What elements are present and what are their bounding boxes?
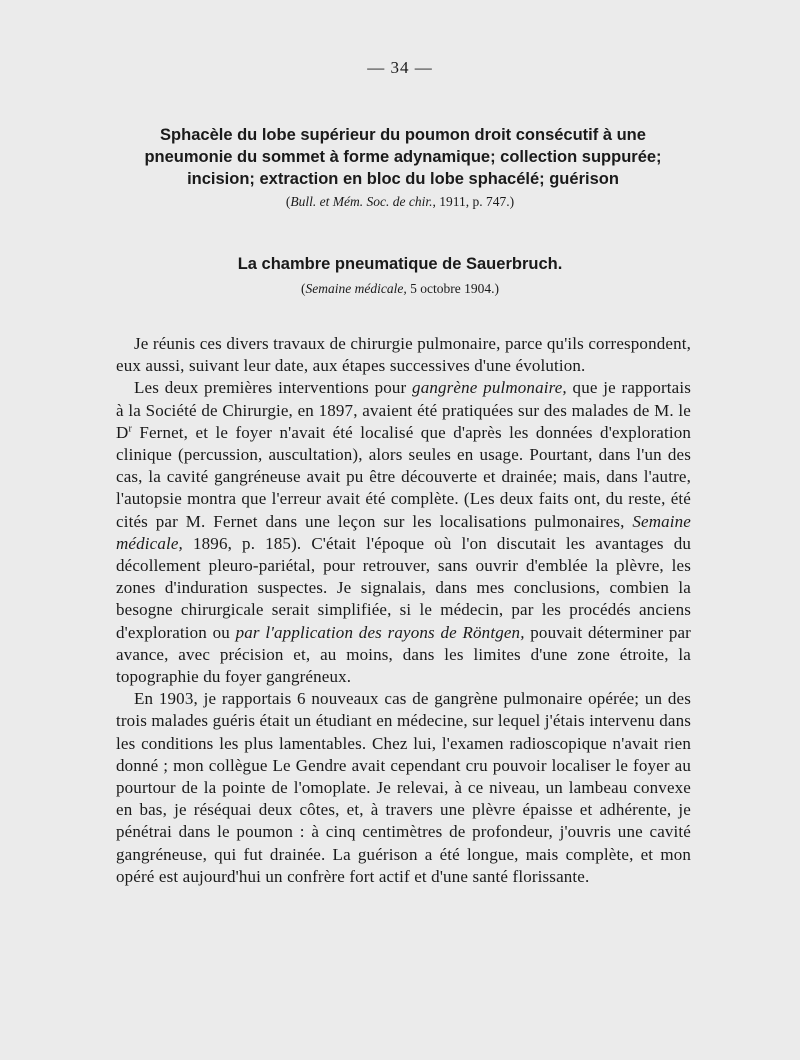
paragraph-2-italic: Semaine médicale, bbox=[116, 511, 691, 553]
paragraph-2-italic: par l'application des rayons de Röntgen, bbox=[235, 622, 525, 642]
paragraph-2-text: 1896, p. 185). C'était l'époque où l'on discutait les avantages du décollement pleuro-pariétal, pour retrouver, sans ouvrir d'emblée la plèvre, les zones d'induration suspectes. Je signalais, dans mes conclusions, combien la besogne chirurgicale serait simplifiée, si le médecin, par les procédés anciens d'exploration ou bbox=[116, 533, 691, 642]
section-title-sauerbruch: La chambre pneumatique de Sauerbruch. bbox=[237, 255, 563, 273]
body-text bbox=[116, 333, 691, 888]
citation-open-paren: ( bbox=[285, 194, 291, 209]
paragraph-1: Je réunis ces divers travaux de chirurgie pulmonaire, parce qu'ils correspondent, eux aussi, suivant leur date, aux étapes successives d'une évolution. bbox=[116, 334, 691, 376]
paragraph-2-text: Fernet, et le foyer n'avait été localisé que d'après les données d'exploration clinique (percussion, auscultation), alors seules en usage. Pourtant, dans l'un des cas, la cavité gangréneuse avait pu être découverte et drainée; mais, dans l'autre, l'autopsie montra que l'erreur avait été complète. (Les deux faits ont, du reste, été cités par M. Fernet dans une leçon sur les localisations pulmonaires, bbox=[116, 422, 691, 531]
section-title-sphacele: Sphacèle du lobe supérieur du poumon droit consécutif à une pneumonie du sommet à forme adynamique; collection suppurée; incision; extraction en bloc du lobe sphacélé; guérison bbox=[144, 126, 662, 188]
paragraph-2-italic: gangrène pulmonaire, bbox=[412, 378, 567, 398]
citation-details: 5 octobre 1904.) bbox=[406, 281, 499, 296]
citation-source: Bull. et Mém. Soc. de chir. bbox=[290, 194, 433, 209]
citation-source: Semaine médicale, bbox=[305, 281, 407, 296]
paragraph-2-text: pouvait déterminer par avance, avec précision et, au moins, dans les limites d'une zone étroite, la topographie du foyer gangréneux. bbox=[116, 622, 691, 687]
citation-semaine-medicale bbox=[0, 281, 800, 297]
page-number: — 34 — bbox=[367, 58, 433, 77]
citation-details: , 1911, p. 747.) bbox=[432, 194, 515, 209]
paragraph-2-text: Les deux premières interventions pour bbox=[134, 378, 413, 398]
paragraph-3: En 1903, je rapportais 6 nouveaux cas de gangrène pulmonaire opérée; un des trois malades guéris était un étudiant en médecine, sur lequel j'étais intervenu dans les conditions les plus lamentables. Chez lui, l'examen radioscopique n'avait rien donné ; mon collègue Le Gendre avait cependant cru pouvoir localiser le foyer au pourtour de la pointe de l'omoplate. Je relevai, à ce niveau, un lambeau convexe en bas, je réséquai deux côtes, et, à travers une plèvre épaisse et adhérente, je pénétrai dans le poumon : à cinq centimètres de profondeur, j'ouvris une cavité gangréneuse, qui fut drainée. La guérison a été longue, mais complète, et mon opéré est aujourd'hui un confrère fort actif et d'une santé florissante. bbox=[116, 689, 691, 886]
paragraph-2-text: que je rapportais à la Société de Chirurgie, en 1897, avaient été pratiquées sur des malades de M. le D bbox=[116, 378, 691, 442]
paragraph-2 bbox=[116, 377, 691, 688]
citation-open-paren: ( bbox=[301, 281, 306, 296]
citation-bull-mem bbox=[0, 194, 800, 210]
superscript: r bbox=[128, 423, 132, 435]
